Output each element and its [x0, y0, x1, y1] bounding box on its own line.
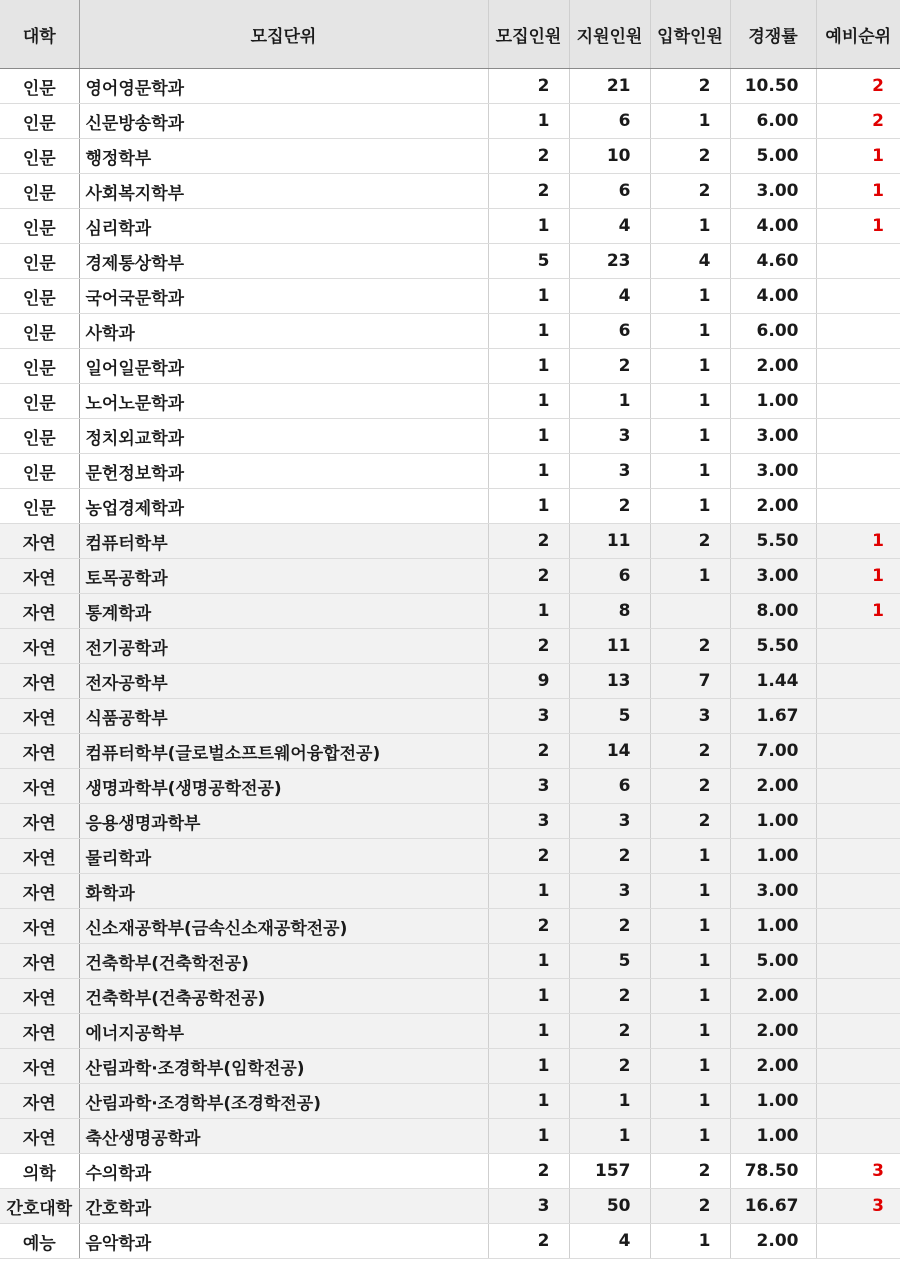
table-row — [0, 944, 900, 979]
row-unit: 응용생명과학부 — [79, 804, 488, 839]
row-ratio: 4.00 — [730, 209, 816, 244]
row-applicants: 11 — [569, 629, 650, 664]
row-enrolled: 1 — [650, 104, 730, 139]
row-unit: 전기공학과 — [79, 629, 488, 664]
row-waitlist: 3 — [816, 1189, 900, 1224]
row-college: 인문 — [0, 279, 79, 314]
row-quota: 1 — [488, 979, 569, 1014]
row-waitlist — [816, 839, 900, 874]
row-unit: 건축학부(건축학전공) — [79, 944, 488, 979]
row-quota: 2 — [488, 69, 569, 104]
header-college: 대학 — [0, 0, 79, 69]
row-unit: 축산생명공학과 — [79, 1119, 488, 1154]
row-quota: 1 — [488, 1014, 569, 1049]
row-unit: 노어노문학과 — [79, 384, 488, 419]
row-unit: 일어일문학과 — [79, 349, 488, 384]
row-applicants: 1 — [569, 1084, 650, 1119]
table-row — [0, 839, 900, 874]
row-applicants: 23 — [569, 244, 650, 279]
row-college: 자연 — [0, 629, 79, 664]
header-quota: 모집인원 — [488, 0, 569, 69]
row-applicants: 3 — [569, 874, 650, 909]
row-college: 자연 — [0, 804, 79, 839]
row-college: 인문 — [0, 209, 79, 244]
table-row — [0, 1014, 900, 1049]
row-unit: 영어영문학과 — [79, 69, 488, 104]
row-enrolled: 4 — [650, 244, 730, 279]
row-unit: 음악학과 — [79, 1224, 488, 1259]
row-quota: 1 — [488, 349, 569, 384]
row-ratio: 6.00 — [730, 104, 816, 139]
row-quota: 1 — [488, 419, 569, 454]
row-waitlist — [816, 419, 900, 454]
row-enrolled: 1 — [650, 279, 730, 314]
row-enrolled: 1 — [650, 349, 730, 384]
row-unit: 컴퓨터학부 — [79, 524, 488, 559]
row-ratio: 3.00 — [730, 874, 816, 909]
row-quota: 2 — [488, 174, 569, 209]
row-waitlist — [816, 734, 900, 769]
table-row — [0, 1049, 900, 1084]
row-college: 자연 — [0, 909, 79, 944]
row-unit: 화학과 — [79, 874, 488, 909]
row-enrolled: 1 — [650, 559, 730, 594]
row-applicants: 2 — [569, 1049, 650, 1084]
row-college: 자연 — [0, 839, 79, 874]
row-enrolled: 2 — [650, 769, 730, 804]
row-applicants: 21 — [569, 69, 650, 104]
row-applicants: 4 — [569, 209, 650, 244]
row-enrolled: 2 — [650, 629, 730, 664]
row-ratio: 1.00 — [730, 1084, 816, 1119]
row-ratio: 2.00 — [730, 769, 816, 804]
row-college: 자연 — [0, 1119, 79, 1154]
row-college: 자연 — [0, 1014, 79, 1049]
row-college: 자연 — [0, 944, 79, 979]
row-waitlist — [816, 349, 900, 384]
table-row — [0, 314, 900, 349]
row-college: 자연 — [0, 1049, 79, 1084]
row-ratio: 2.00 — [730, 489, 816, 524]
row-enrolled: 1 — [650, 384, 730, 419]
row-applicants: 3 — [569, 419, 650, 454]
row-enrolled: 1 — [650, 1224, 730, 1259]
row-ratio: 2.00 — [730, 349, 816, 384]
row-applicants: 6 — [569, 559, 650, 594]
row-waitlist — [816, 384, 900, 419]
row-enrolled: 2 — [650, 804, 730, 839]
row-applicants: 3 — [569, 804, 650, 839]
row-quota: 3 — [488, 804, 569, 839]
row-applicants: 2 — [569, 1014, 650, 1049]
row-applicants: 6 — [569, 314, 650, 349]
row-enrolled: 1 — [650, 839, 730, 874]
row-waitlist — [816, 804, 900, 839]
table-row — [0, 1189, 900, 1224]
row-quota: 2 — [488, 559, 569, 594]
table-row — [0, 349, 900, 384]
row-enrolled: 7 — [650, 664, 730, 699]
row-ratio: 4.60 — [730, 244, 816, 279]
row-ratio: 5.50 — [730, 629, 816, 664]
row-enrolled: 2 — [650, 1189, 730, 1224]
row-applicants: 6 — [569, 174, 650, 209]
row-quota: 1 — [488, 944, 569, 979]
row-enrolled: 1 — [650, 454, 730, 489]
row-enrolled: 1 — [650, 1049, 730, 1084]
row-waitlist — [816, 979, 900, 1014]
row-applicants: 10 — [569, 139, 650, 174]
row-applicants: 50 — [569, 1189, 650, 1224]
row-quota: 1 — [488, 594, 569, 629]
table-row — [0, 664, 900, 699]
row-applicants: 2 — [569, 349, 650, 384]
row-enrolled: 1 — [650, 314, 730, 349]
row-quota: 2 — [488, 734, 569, 769]
row-college: 자연 — [0, 769, 79, 804]
row-quota: 1 — [488, 209, 569, 244]
row-quota: 1 — [488, 489, 569, 524]
row-quota: 2 — [488, 524, 569, 559]
table-row — [0, 699, 900, 734]
row-college: 자연 — [0, 874, 79, 909]
row-waitlist: 1 — [816, 594, 900, 629]
row-ratio: 3.00 — [730, 419, 816, 454]
table-row — [0, 139, 900, 174]
row-quota: 1 — [488, 874, 569, 909]
row-waitlist — [816, 629, 900, 664]
table-row — [0, 979, 900, 1014]
row-ratio: 2.00 — [730, 1224, 816, 1259]
row-college: 의학 — [0, 1154, 79, 1189]
table-row — [0, 559, 900, 594]
row-college: 인문 — [0, 139, 79, 174]
row-ratio: 8.00 — [730, 594, 816, 629]
row-waitlist: 1 — [816, 174, 900, 209]
header-enrolled: 입학인원 — [650, 0, 730, 69]
row-unit: 식품공학부 — [79, 699, 488, 734]
row-quota: 3 — [488, 769, 569, 804]
row-waitlist — [816, 699, 900, 734]
row-college: 자연 — [0, 1084, 79, 1119]
row-waitlist — [816, 489, 900, 524]
row-ratio: 1.00 — [730, 384, 816, 419]
row-waitlist — [816, 1119, 900, 1154]
header-unit: 모집단위 — [79, 0, 488, 69]
row-enrolled: 1 — [650, 1014, 730, 1049]
row-college: 인문 — [0, 314, 79, 349]
row-waitlist — [816, 944, 900, 979]
row-waitlist — [816, 1084, 900, 1119]
header-waitlist: 예비순위 — [816, 0, 900, 69]
row-waitlist — [816, 1224, 900, 1259]
table-row — [0, 279, 900, 314]
row-quota: 3 — [488, 1189, 569, 1224]
row-college: 인문 — [0, 104, 79, 139]
row-unit: 농업경제학과 — [79, 489, 488, 524]
row-unit: 에너지공학부 — [79, 1014, 488, 1049]
row-college: 인문 — [0, 419, 79, 454]
row-applicants: 14 — [569, 734, 650, 769]
table-row — [0, 209, 900, 244]
row-quota: 2 — [488, 1224, 569, 1259]
row-enrolled: 1 — [650, 979, 730, 1014]
row-waitlist — [816, 1014, 900, 1049]
row-waitlist — [816, 1049, 900, 1084]
row-ratio: 5.50 — [730, 524, 816, 559]
row-waitlist: 3 — [816, 1154, 900, 1189]
row-unit: 간호학과 — [79, 1189, 488, 1224]
row-unit: 정치외교학과 — [79, 419, 488, 454]
row-applicants: 4 — [569, 279, 650, 314]
row-applicants: 2 — [569, 909, 650, 944]
table-row — [0, 804, 900, 839]
row-ratio: 1.44 — [730, 664, 816, 699]
row-college: 인문 — [0, 384, 79, 419]
row-unit: 물리학과 — [79, 839, 488, 874]
header-ratio: 경쟁률 — [730, 0, 816, 69]
row-waitlist — [816, 454, 900, 489]
table-row — [0, 629, 900, 664]
row-college: 자연 — [0, 594, 79, 629]
row-quota: 1 — [488, 104, 569, 139]
row-enrolled: 1 — [650, 874, 730, 909]
header-applicants: 지원인원 — [569, 0, 650, 69]
row-unit: 수의학과 — [79, 1154, 488, 1189]
row-ratio: 1.00 — [730, 804, 816, 839]
row-quota: 3 — [488, 699, 569, 734]
row-enrolled: 1 — [650, 209, 730, 244]
row-ratio: 7.00 — [730, 734, 816, 769]
row-quota: 2 — [488, 629, 569, 664]
row-quota: 2 — [488, 139, 569, 174]
table-row — [0, 244, 900, 279]
row-ratio: 1.00 — [730, 1119, 816, 1154]
row-college: 인문 — [0, 454, 79, 489]
table-row — [0, 454, 900, 489]
row-applicants: 3 — [569, 454, 650, 489]
row-unit: 전자공학부 — [79, 664, 488, 699]
row-quota: 1 — [488, 1119, 569, 1154]
table-row — [0, 489, 900, 524]
row-ratio: 16.67 — [730, 1189, 816, 1224]
row-quota: 2 — [488, 909, 569, 944]
table-row — [0, 174, 900, 209]
row-college: 자연 — [0, 524, 79, 559]
row-ratio: 3.00 — [730, 174, 816, 209]
row-ratio: 78.50 — [730, 1154, 816, 1189]
row-waitlist — [816, 279, 900, 314]
row-enrolled: 1 — [650, 419, 730, 454]
row-ratio: 5.00 — [730, 139, 816, 174]
row-unit: 건축학부(건축공학전공) — [79, 979, 488, 1014]
table-row — [0, 734, 900, 769]
row-unit: 경제통상학부 — [79, 244, 488, 279]
row-enrolled: 2 — [650, 1154, 730, 1189]
table-row — [0, 419, 900, 454]
row-ratio: 3.00 — [730, 454, 816, 489]
row-college: 예능 — [0, 1224, 79, 1259]
table-row — [0, 909, 900, 944]
row-unit: 신문방송학과 — [79, 104, 488, 139]
row-waitlist — [816, 244, 900, 279]
row-waitlist: 1 — [816, 559, 900, 594]
row-applicants: 13 — [569, 664, 650, 699]
row-waitlist — [816, 874, 900, 909]
row-ratio: 10.50 — [730, 69, 816, 104]
row-unit: 국어국문학과 — [79, 279, 488, 314]
row-enrolled: 1 — [650, 944, 730, 979]
row-waitlist: 2 — [816, 104, 900, 139]
row-enrolled: 2 — [650, 69, 730, 104]
row-quota: 1 — [488, 384, 569, 419]
row-college: 자연 — [0, 699, 79, 734]
row-ratio: 2.00 — [730, 1014, 816, 1049]
table-body — [0, 69, 900, 1259]
row-applicants: 6 — [569, 769, 650, 804]
row-applicants: 5 — [569, 944, 650, 979]
table-row — [0, 69, 900, 104]
row-quota: 2 — [488, 1154, 569, 1189]
row-enrolled: 1 — [650, 489, 730, 524]
row-college: 인문 — [0, 69, 79, 104]
row-ratio: 1.00 — [730, 909, 816, 944]
row-applicants: 6 — [569, 104, 650, 139]
row-unit: 신소재공학부(금속신소재공학전공) — [79, 909, 488, 944]
row-enrolled: 2 — [650, 174, 730, 209]
row-unit: 사회복지학부 — [79, 174, 488, 209]
row-unit: 심리학과 — [79, 209, 488, 244]
row-college: 인문 — [0, 174, 79, 209]
row-ratio: 2.00 — [730, 1049, 816, 1084]
table-row — [0, 384, 900, 419]
row-unit: 사학과 — [79, 314, 488, 349]
row-ratio: 1.67 — [730, 699, 816, 734]
table-header-row — [0, 0, 900, 69]
table-row — [0, 874, 900, 909]
row-quota: 5 — [488, 244, 569, 279]
row-unit: 생명과학부(생명공학전공) — [79, 769, 488, 804]
row-unit: 통계학과 — [79, 594, 488, 629]
row-quota: 1 — [488, 314, 569, 349]
table-row — [0, 1224, 900, 1259]
row-applicants: 2 — [569, 489, 650, 524]
row-waitlist: 1 — [816, 209, 900, 244]
row-applicants: 2 — [569, 979, 650, 1014]
row-college: 인문 — [0, 489, 79, 524]
row-ratio: 4.00 — [730, 279, 816, 314]
row-college: 자연 — [0, 979, 79, 1014]
row-unit: 산림과학·조경학부(임학전공) — [79, 1049, 488, 1084]
table-row — [0, 524, 900, 559]
row-applicants: 8 — [569, 594, 650, 629]
row-ratio: 1.00 — [730, 839, 816, 874]
row-enrolled: 1 — [650, 909, 730, 944]
row-college: 자연 — [0, 734, 79, 769]
table-row — [0, 104, 900, 139]
row-ratio: 5.00 — [730, 944, 816, 979]
table-row — [0, 594, 900, 629]
row-college: 자연 — [0, 664, 79, 699]
table-row — [0, 1119, 900, 1154]
row-college: 자연 — [0, 559, 79, 594]
row-enrolled: 2 — [650, 734, 730, 769]
row-waitlist: 1 — [816, 524, 900, 559]
row-applicants: 2 — [569, 839, 650, 874]
row-enrolled: 3 — [650, 699, 730, 734]
row-ratio: 3.00 — [730, 559, 816, 594]
row-applicants: 11 — [569, 524, 650, 559]
row-unit: 행정학부 — [79, 139, 488, 174]
row-applicants: 157 — [569, 1154, 650, 1189]
row-college: 간호대학 — [0, 1189, 79, 1224]
row-enrolled: 2 — [650, 139, 730, 174]
row-quota: 1 — [488, 1049, 569, 1084]
row-enrolled — [650, 594, 730, 629]
row-enrolled: 1 — [650, 1084, 730, 1119]
row-college: 인문 — [0, 244, 79, 279]
row-unit: 토목공학과 — [79, 559, 488, 594]
row-unit: 문헌정보학과 — [79, 454, 488, 489]
row-waitlist: 2 — [816, 69, 900, 104]
row-enrolled: 2 — [650, 524, 730, 559]
row-applicants: 1 — [569, 384, 650, 419]
row-ratio: 2.00 — [730, 979, 816, 1014]
row-waitlist — [816, 909, 900, 944]
row-quota: 1 — [488, 454, 569, 489]
row-quota: 1 — [488, 1084, 569, 1119]
row-college: 인문 — [0, 349, 79, 384]
row-quota: 2 — [488, 839, 569, 874]
row-applicants: 1 — [569, 1119, 650, 1154]
row-quota: 9 — [488, 664, 569, 699]
row-quota: 1 — [488, 279, 569, 314]
row-ratio: 6.00 — [730, 314, 816, 349]
table-row — [0, 1084, 900, 1119]
row-enrolled: 1 — [650, 1119, 730, 1154]
row-applicants: 4 — [569, 1224, 650, 1259]
row-waitlist — [816, 664, 900, 699]
row-unit: 컴퓨터학부(글로벌소프트웨어융합전공) — [79, 734, 488, 769]
row-waitlist — [816, 314, 900, 349]
row-applicants: 5 — [569, 699, 650, 734]
row-waitlist: 1 — [816, 139, 900, 174]
row-unit: 산림과학·조경학부(조경학전공) — [79, 1084, 488, 1119]
row-waitlist — [816, 769, 900, 804]
table-row — [0, 769, 900, 804]
table-row — [0, 1154, 900, 1189]
